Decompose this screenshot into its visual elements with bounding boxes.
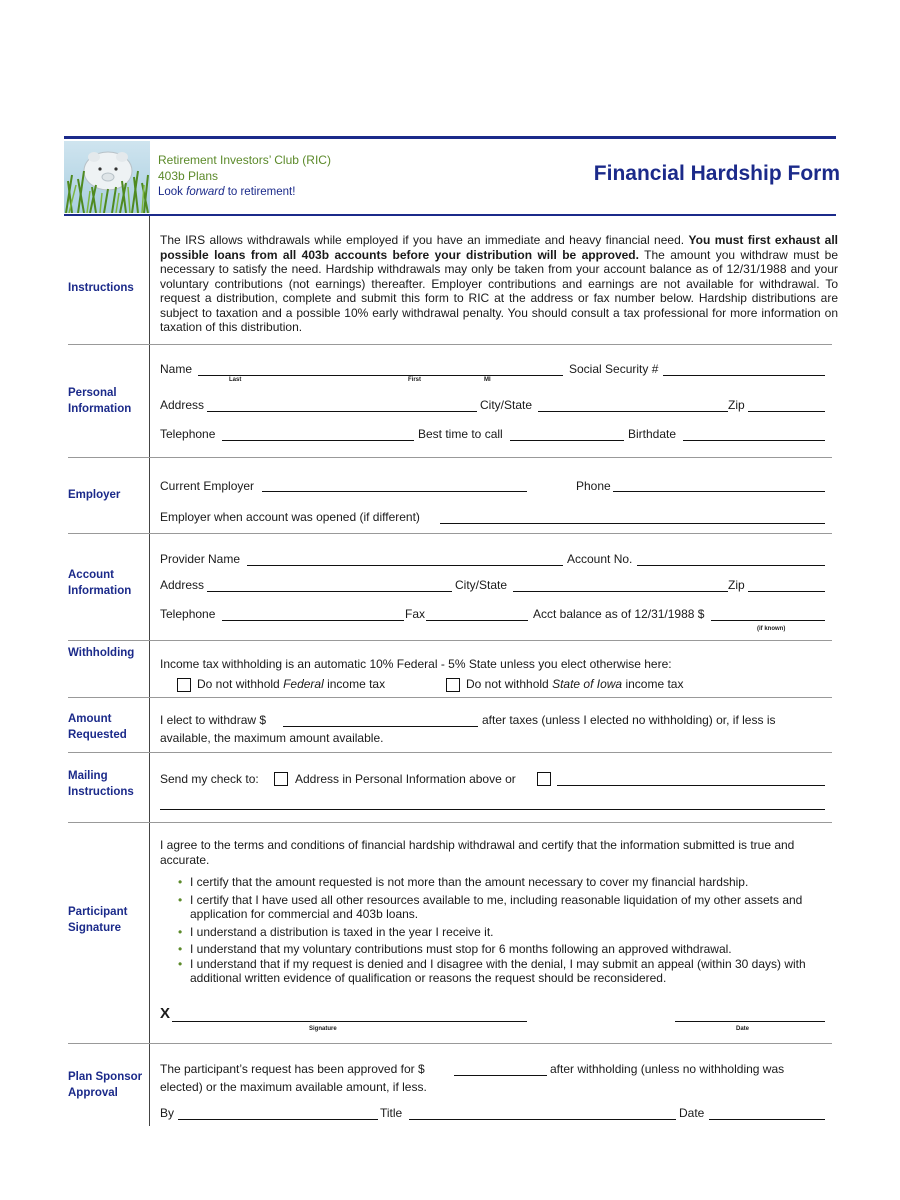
best-time-label: Best time to call — [418, 427, 503, 441]
section-divider — [68, 533, 832, 534]
other-address-field-1[interactable] — [557, 785, 825, 786]
account-no-label: Account No. — [567, 552, 633, 566]
other-address-field-2[interactable] — [160, 809, 825, 810]
piggy-bank-logo — [64, 141, 150, 213]
club-info — [158, 152, 331, 200]
account-city-state-label: City/State — [455, 578, 508, 592]
section-divider — [68, 640, 832, 641]
list-item: • I understand that if my request is denied and I disagree with the denial, I may submit an appeal (within 30 days) with additional written evidence of qualification or reasons the request should be reconsidered. — [178, 957, 826, 986]
form-title: Financial Hardship Form — [593, 162, 840, 185]
withdraw-amount-label: I elect to withdraw $ — [160, 713, 267, 727]
provider-name-field[interactable] — [247, 565, 563, 566]
signature-x-mark: X — [160, 1005, 171, 1022]
first-caption: First — [408, 377, 422, 383]
account-address-label: Address — [160, 578, 205, 592]
account-zip-label: Zip — [728, 578, 745, 592]
section-divider — [68, 344, 832, 345]
plan-name: 403b Plans — [158, 169, 219, 183]
tagline: Look forward to retirement! — [158, 186, 296, 198]
section-label-signature: Participant Signature — [68, 906, 128, 934]
section-label-account: Account Information — [68, 569, 132, 597]
fax-field[interactable] — [426, 620, 528, 621]
employer-phone-field[interactable] — [613, 491, 825, 492]
withholding-text: Income tax withholding is an automatic 10% Federal - 5% State unless you elect otherwise here: — [160, 657, 672, 671]
instructions-text: The IRS allows withdrawals while employed if you have an immediate and heavy financial need. You must first exhaust all possible loans from all 403b accounts before your distribution will be approved. The amount you withdraw must be necessary to satisfy the need. Hardship withdrawals may only be taken from your account balance as of 12/31/1988 and your voluntary contributions (not earnings) thereafter. Employer contributions and earnings are not available for withdrawal. To request a distribution, complete and submit this form to RIC at the address or fax number below. Hardship distributions are subject to taxation and a possible 10% early withdrawal penalty. You should consult a tax professional for more information on taxation of this distribution. — [160, 233, 838, 334]
no-federal-withholding-label: Do not withhold Federal income tax — [197, 677, 386, 691]
account-no-field[interactable] — [637, 565, 825, 566]
withdraw-amount-note-2: available, the maximum amount available. — [160, 731, 384, 745]
approved-amount-note: after withholding (unless no withholding was — [550, 1062, 785, 1076]
section-label-sponsor: Plan Sponsor Approval — [68, 1071, 143, 1099]
withdraw-amount-field[interactable] — [283, 726, 478, 727]
birthdate-label: Birthdate — [628, 427, 677, 441]
section-label-mailing: Mailing Instructions — [68, 770, 134, 798]
balance-field[interactable] — [711, 620, 825, 621]
club-name: Retirement Investors’ Club (RIC) — [158, 153, 331, 167]
section-divider — [68, 822, 832, 823]
participant-signature-field[interactable] — [172, 1021, 527, 1022]
account-zip-field[interactable] — [748, 591, 825, 592]
section-divider — [68, 752, 832, 753]
if-known-caption: (if known) — [757, 626, 786, 632]
mi-caption: MI — [484, 377, 491, 383]
section-label-withholding: Withholding — [68, 647, 135, 659]
telephone-field[interactable] — [222, 440, 414, 441]
list-item: • I understand a distribution is taxed in the year I receive it. — [178, 925, 826, 940]
provider-name-label: Provider Name — [160, 552, 241, 566]
approved-amount-field[interactable] — [454, 1075, 547, 1076]
zip-field[interactable] — [748, 411, 825, 412]
list-item: • I understand that my voluntary contributions must stop for 6 months following an approved withdrawal. — [178, 942, 826, 957]
participant-date-field[interactable] — [675, 1021, 825, 1022]
account-telephone-label: Telephone — [160, 607, 216, 621]
section-label-amount: Amount Requested — [68, 713, 127, 741]
current-employer-label: Current Employer — [160, 479, 255, 493]
send-check-label: Send my check to: — [160, 772, 259, 786]
title-label: Title — [380, 1106, 403, 1120]
no-state-withholding-label: Do not withhold State of Iowa income tax — [466, 677, 684, 691]
address-label: Address — [160, 398, 205, 412]
agreement-text: I agree to the terms and conditions of financial hardship withdrawal and certify that the information submitted is true and accurate. — [160, 838, 795, 867]
header-bottom-rule — [64, 214, 836, 216]
sponsor-by-field[interactable] — [178, 1119, 378, 1120]
zip-label: Zip — [728, 398, 745, 412]
name-label: Name — [160, 362, 193, 376]
account-telephone-field[interactable] — [222, 620, 404, 621]
no-state-withholding-checkbox[interactable] — [446, 678, 460, 692]
account-city-state-field[interactable] — [513, 591, 728, 592]
list-item: • I certify that the amount requested is not more than the amount necessary to cover my financial hardship. — [178, 875, 826, 890]
section-label-personal: Personal Information — [68, 387, 132, 415]
section-divider — [68, 697, 832, 698]
signature-caption: Signature — [309, 1026, 337, 1032]
name-field[interactable] — [198, 375, 563, 376]
telephone-label: Telephone — [160, 427, 216, 441]
section-divider — [68, 1043, 832, 1044]
sponsor-title-field[interactable] — [409, 1119, 676, 1120]
sponsor-date-field[interactable] — [709, 1119, 825, 1120]
no-federal-withholding-checkbox[interactable] — [177, 678, 191, 692]
header-top-rule — [64, 136, 836, 139]
ssn-field[interactable] — [663, 375, 825, 376]
ssn-label: Social Security # — [569, 362, 659, 376]
list-item: • I certify that I have used all other resources available to me, including reasonable liquidation of my other assets and application for commercial and 403b loans. — [178, 893, 826, 922]
employer-phone-label: Phone — [576, 479, 611, 493]
account-address-field[interactable] — [207, 591, 452, 592]
date-caption: Date — [736, 1026, 750, 1032]
sponsor-date-label: Date — [679, 1106, 705, 1120]
best-time-field[interactable] — [510, 440, 624, 441]
mail-to-personal-address-label: Address in Personal Information above or — [295, 772, 516, 786]
employer-opened-field[interactable] — [440, 523, 825, 524]
mail-to-personal-address-checkbox[interactable] — [274, 772, 288, 786]
by-label: By — [160, 1106, 175, 1120]
mail-to-other-address-checkbox[interactable] — [537, 772, 551, 786]
city-state-label: City/State — [480, 398, 533, 412]
fax-label: Fax — [405, 607, 426, 621]
section-divider — [68, 457, 832, 458]
column-divider — [149, 216, 150, 1126]
section-label-employer: Employer — [68, 489, 121, 501]
employer-opened-label: Employer when account was opened (if different) — [160, 510, 420, 524]
city-state-field[interactable] — [538, 411, 728, 412]
last-caption: Last — [229, 377, 242, 383]
address-field[interactable] — [207, 411, 477, 412]
balance-label: Acct balance as of 12/31/1988 $ — [533, 607, 705, 621]
approved-amount-label: The participant’s request has been approved for $ — [160, 1062, 425, 1076]
current-employer-field[interactable] — [262, 491, 527, 492]
certification-list — [178, 875, 826, 989]
section-label-instructions: Instructions — [68, 282, 134, 294]
birthdate-field[interactable] — [683, 440, 825, 441]
approved-amount-note-2: elected) or the maximum available amount, if less. — [160, 1080, 427, 1094]
withdraw-amount-note: after taxes (unless I elected no withholding) or, if less is — [482, 713, 776, 727]
